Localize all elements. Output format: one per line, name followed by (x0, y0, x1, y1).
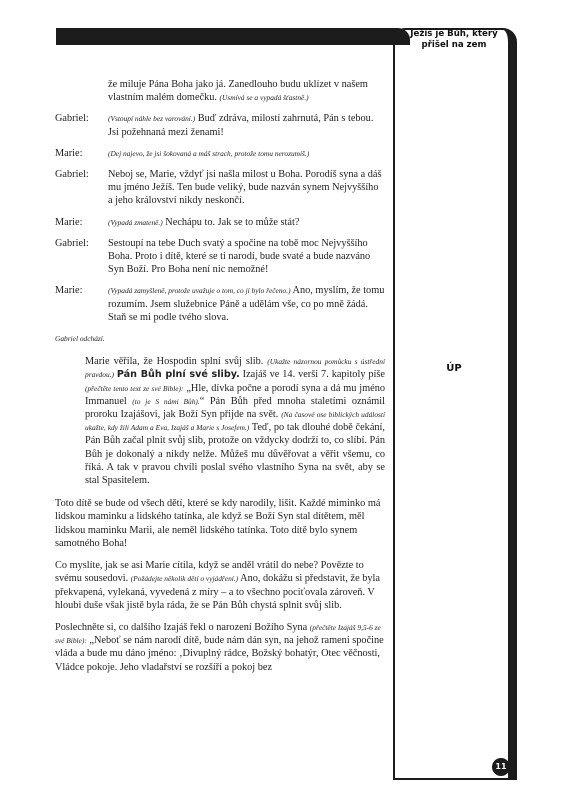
speech-text (108, 112, 385, 138)
stage-direction: (Požádejte několik dětí o vyjádření.) (130, 574, 239, 584)
text-run: Ano, dokážu si představit, že byla překvapená, vylekaná, vyvedená z míry – a to všechno pociťovala zároveň. V hloubi duše však jistě byla ráda, že se Pán Bůh chystá splnit svůj slib. (55, 573, 380, 611)
dialogue (55, 78, 385, 324)
speech-text (108, 78, 385, 104)
speaker-name: Marie: (55, 285, 83, 297)
text-run: Marie věřila, že Hospodin splní svůj slib. (85, 356, 268, 368)
speaker-name: Gabriel: (55, 113, 89, 125)
text-run: Poslechněte si, co dalšího Izajáš řekl o narození Božího Syna (55, 621, 310, 633)
paragraph (55, 497, 385, 550)
text-run: Co myslíte, jak se asi Marie cítila, když se anděl vrátil do nebe? Povězte to svému sousedovi. (55, 560, 364, 585)
speaker-name (55, 78, 108, 104)
text-run: Buď zdráva, milostí zahrnutá, Pán s tebou. Jsi požehnaná mezi ženami! (108, 113, 374, 138)
text-run: že miluje Pána Boha jako já. Zanedlouho budu uklízet v našem vlastním malém domečku. (108, 79, 368, 104)
stage-direction: (Vstoupí náhle bez varování.) (108, 114, 196, 124)
central-truth: Pán Bůh plní své sliby. (116, 369, 240, 381)
header-bar (56, 28, 396, 45)
speech-text (108, 216, 385, 229)
stage-direction: (přečtěte tento text ze své Bible): (85, 383, 184, 393)
stage-direction: (Dej najevo, že jsi šokovaná a máš strach, protože tomu nerozumíš.) (108, 148, 310, 158)
text-run: Sestoupí na tebe Duch svatý a spočine na tobě moc Nejvyššího Boha. Proto i dítě, které se ti narodí, bude svaté a bude nazváno Syn Boží. Pro Boha není nic nemožné! (108, 237, 371, 276)
stage-direction: (to je S námi Bůh). (132, 396, 200, 406)
paragraph (55, 559, 385, 612)
stage-direction: (Vypadá zamyšleně, protože uvažuje o tom, co jí bylo řečeno.) (108, 286, 291, 296)
dialogue-line (55, 284, 385, 324)
speech-text (108, 237, 385, 277)
body-paragraphs (55, 497, 385, 673)
text-run: „Hle, dívka počne a porodí syna a dá mu jméno Immanuel (85, 382, 385, 407)
scene-note: Gabriel odchází. (55, 334, 105, 344)
highlighted-paragraph (85, 355, 385, 487)
text-run: Toto dítě se bude od všech dětí, které se kdy narodily, lišit. Každé miminko má lidskou maminku a lidského tatínka, ale když se Boží Syn stal dítětem, měl lidskou maminku Marii, ale neměl lidského tatínka. Toto dítě bylo synem samotného Boha! (55, 498, 381, 549)
stage-direction: (Vypadá zmateně.) (108, 217, 163, 227)
sidebar-note: ÚP (446, 363, 462, 374)
text-run: “ Pán Bůh před mnoha staletími oznámil proroku Izajášovi, jak Boží Syn přijde na svět. (85, 395, 386, 421)
stage-direction: (Usmívá se a vypadá šťastně.) (219, 93, 309, 103)
speaker-name: Gabriel: (55, 237, 89, 249)
text-run: Izajáš ve 14. verši 7. kapitoly píše (239, 369, 385, 381)
dialogue-line (55, 216, 385, 229)
stage-direction: (přečtěte Izajáš 9,5-6 ze své Bible): (55, 622, 381, 646)
section-title: Ježíš je Bůh, který přišel na zem (410, 29, 498, 50)
page-number: 11 (492, 758, 510, 776)
dialogue-line (55, 168, 385, 208)
dialogue-line (55, 237, 385, 277)
speech-text (108, 147, 385, 160)
paragraph (55, 621, 385, 674)
speaker-name: Gabriel: (55, 169, 89, 181)
stage-direction: (Na časové ose biblických událostí ukažte, kdy žili Adam a Eva, Izajáš a Marie s Josefem.) (85, 410, 386, 433)
dialogue-line (55, 112, 385, 138)
speech-text (108, 168, 385, 208)
text-run: Ano, myslím, že tomu rozumím. Jsem služebnice Páně a udělám vše, co po mně žádá. Staň se mi podle tvého slova. (108, 285, 385, 323)
main-text (55, 78, 385, 683)
text-run: „Neboť se nám narodí dítě, bude nám dán syn, na jehož rameni spočine vláda a bude mu dáno jméno: ‚Divuplný rádce, Božský bohatýr, Otec věčnosti, Vládce pokoje. Jeho vladařství se rozšíří a pokoj bez (55, 635, 384, 673)
speech-text (108, 284, 385, 324)
text-run: Neboj se, Marie, vždyť jsi našla milost u Boha. Porodíš syna a dáš mu jméno Ježíš. Ten bude veliký, bude nazván synem Nejvyššího a jeho království nikdy neskončí. (108, 169, 382, 207)
speaker-name: Marie: (55, 216, 83, 228)
text-run: Nechápu to. Jak se to může stát? (162, 216, 300, 228)
stage-direction: (Ukažte názornou pomůcku s ústřední pravdou.) (85, 357, 385, 380)
speaker-name: Marie: (55, 147, 83, 159)
sidebar-frame (393, 28, 517, 780)
dialogue-line (55, 78, 385, 104)
text-run: Teď, po tak dlouhé době čekání, Pán Bůh začal plnit svůj slib, protože on vždycky dodrží to, co slíbí. Pán Bůh je dokonalý a nikdy nelže. Můžeš mu důvěřovat a věřit všemu, co říká. A tak v pravou chvíli poslal svého vlastního Syna na svět, aby se stal Spasitelem. (85, 422, 385, 487)
dialogue-line (55, 147, 385, 160)
